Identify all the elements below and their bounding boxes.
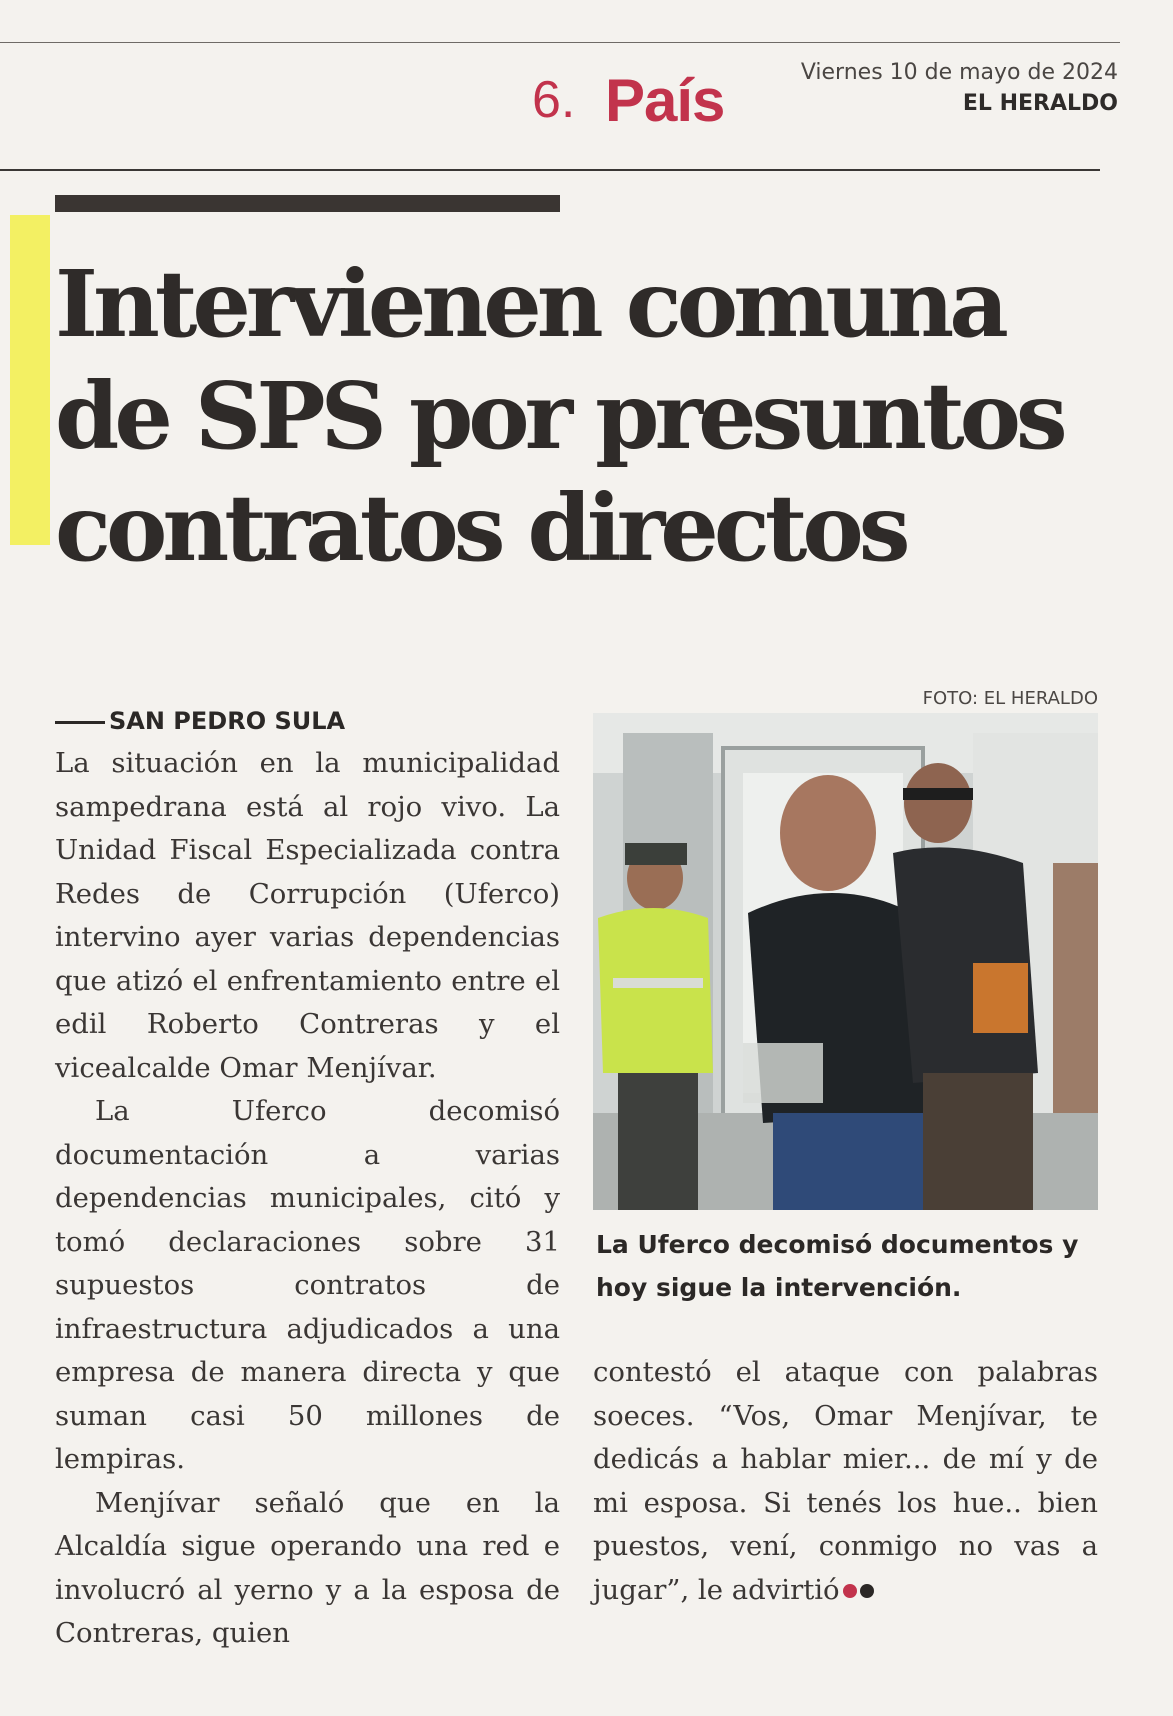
article-headline: Intervienen comuna de SPS por presuntos contratos directos <box>55 250 1063 582</box>
article-column-right <box>593 1351 1098 1612</box>
continuation-text: contestó el ataque con palabras soeces. “Vos, Omar Menjívar, te dedicás a hablar mier... de mí y de mi esposa. Si tenés los hue.. bien puestos, vení, conmigo no vas a jugar”, le advirtió <box>593 1356 1098 1606</box>
photo-credit: FOTO: EL HERALDO <box>922 688 1098 709</box>
dateline-dash <box>55 721 105 724</box>
end-mark-black-dot <box>860 1584 874 1598</box>
header-divider <box>0 169 1100 171</box>
dateline <box>55 707 345 735</box>
paragraph-1: La situación en la municipalidad sampedrana está al rojo vivo. La Unidad Fiscal Especializada contra Redes de Corrupción (Uferco) intervino ayer varias dependencias que atizó el enfrentamiento entre el edil Roberto Contreras y el vicealcalde Omar Menjívar. <box>55 747 560 1084</box>
photo-illustration <box>593 713 1098 1210</box>
page-section-name: País <box>605 67 725 134</box>
highlighter-mark <box>10 215 50 545</box>
photo-caption: La Uferco decomisó documentos y hoy sigue la intervención. <box>596 1230 1079 1302</box>
dateline-city: SAN PEDRO SULA <box>109 707 346 735</box>
top-rule <box>0 42 1120 43</box>
newspaper-name: EL HERALDO <box>962 91 1118 116</box>
paragraph-2: La Uferco decomisó documentación a varias dependencias municipales, citó y tomó declaraciones sobre 31 supuestos contratos de infraestructura adjudicados a una empresa de manera directa y que suman casi 50 millones de lempiras. <box>55 1095 560 1475</box>
paragraph-3: Menjívar señaló que en la Alcaldía sigue operando una red e involucró al yerno y a la esposa de Contreras, quien <box>55 1486 560 1649</box>
page-section-number: 6. <box>532 71 576 129</box>
article-photo <box>593 713 1098 1210</box>
end-mark-red-dot <box>843 1584 857 1598</box>
paragraph-continuation <box>593 1351 1098 1612</box>
publication-date: Viernes 10 de mayo de 2024 <box>800 60 1118 85</box>
headline-bar <box>55 195 560 212</box>
article-column-left <box>55 742 560 1656</box>
